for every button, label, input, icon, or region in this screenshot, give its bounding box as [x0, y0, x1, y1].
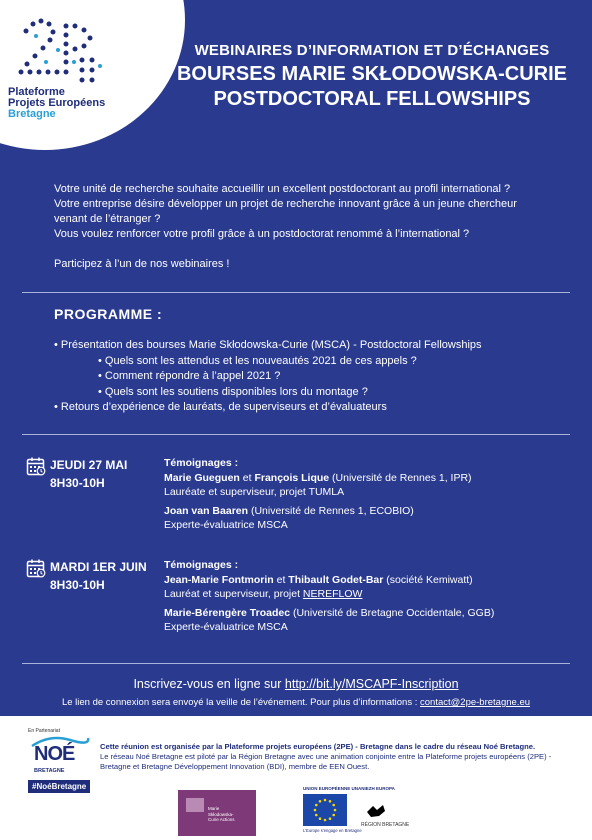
- intro-call: Participez à l’un de nos webinaires !: [54, 258, 230, 270]
- conjunction: et: [273, 573, 289, 586]
- intro-text: [54, 182, 534, 272]
- hashtag-badge: #NoéBretagne: [28, 780, 90, 793]
- testimony-heading: Témoignages :: [164, 457, 239, 469]
- header-subtitle: WEBINAIRES D’INFORMATION ET D’ÉCHANGES: [194, 42, 550, 59]
- connection-note: [0, 697, 592, 708]
- logo-line-1: Plateforme: [8, 86, 65, 98]
- calendar-icon: [26, 558, 46, 578]
- partner-label: En Partenariat: [28, 728, 60, 734]
- programme-subitem: • Quels sont les soutiens disponibles lors du montage ?: [98, 385, 368, 398]
- event-date: MARDI 1ER JUIN: [50, 560, 147, 574]
- intro-question-2: Votre entreprise désire développer un projet de recherche innovant grâce à un jeune chercheur venant de l’étranger ?: [54, 198, 517, 225]
- speaker-affiliation: (société Kemiwatt): [383, 573, 473, 586]
- event-time: 8H30-10H: [50, 476, 105, 490]
- programme-item: • Présentation des bourses Marie Skłodowska-Curie (MSCA) - Postdoctoral Fellowships: [54, 339, 482, 351]
- speaker-role: Lauréate et superviseur, projet TUMLA: [164, 486, 345, 498]
- contact-email-link[interactable]: contact@2pe-bretagne.eu: [420, 697, 531, 708]
- footer-text: [100, 742, 560, 772]
- calendar-icon: [26, 456, 46, 476]
- speaker-name: Marie-Bérengère Troadec: [164, 606, 291, 619]
- speaker-role: Experte-évaluatrice MSCA: [164, 621, 288, 633]
- event-1: [26, 456, 566, 546]
- event-details: [164, 558, 564, 635]
- noe-swoosh-icon: [30, 734, 90, 748]
- speaker-name: Thibault Godet-Bar: [288, 573, 384, 586]
- speaker-name: Marie Gueguen: [164, 471, 240, 484]
- footer-body-text: Le réseau Noé Bretagne est piloté par la Région Bretagne avec une animation conjointe entre la Plateforme projets européens (2PE) - Bretagne et Bretagne Développement Innovation (BDI), membre de EEN Ouest.: [100, 752, 552, 771]
- speaker-affiliation: (Université de Rennes 1, IPR): [329, 471, 472, 484]
- region-bretagne-icon: [365, 802, 387, 820]
- noe-logo-text: NOÉ: [34, 743, 75, 765]
- nereflow-link[interactable]: NEREFLOW: [302, 588, 363, 600]
- connection-note-text: Le lien de connexion sera envoyé la veille de l’événement. Pour plus d’informations :: [61, 697, 421, 708]
- footer: [0, 716, 592, 840]
- event-details: [164, 456, 564, 533]
- registration-text: Inscrivez-vous en ligne sur: [133, 677, 285, 691]
- event-date: JEUDI 27 MAI: [50, 458, 128, 472]
- page-header: [132, 42, 592, 111]
- msca-text-3: Curie Actions: [208, 817, 235, 822]
- header-title-2: POSTDOCTORAL FELLOWSHIPS: [213, 88, 531, 110]
- event-2: [26, 558, 566, 648]
- testimony-heading: Témoignages :: [164, 559, 239, 571]
- msca-emblem-icon: [186, 798, 204, 812]
- eu-motto: L’Europe s’engage en Bretagne: [303, 828, 362, 833]
- logo-line-3: Bretagne: [8, 108, 56, 120]
- logo-line-2: Projets Européens: [8, 97, 106, 109]
- footer-bold-text: Cette réunion est organisée par la Plateforme projets européens (2PE) - Bretagne dans le cadre du réseau Noé Bretagne.: [100, 742, 536, 751]
- registration-link[interactable]: http://bit.ly/MSCAPF-Inscription: [284, 677, 459, 691]
- programme-subitem: • Comment répondre à l’appel 2021 ?: [98, 370, 281, 382]
- intro-question-3: Vous voulez renforcer votre profil grâce à un postdoctorat renommé à l’international ?: [54, 228, 470, 240]
- programme-list: [54, 338, 554, 416]
- divider: [22, 292, 570, 293]
- eu-flag-icon: [303, 794, 347, 826]
- header-title: BOURSES MARIE SKŁODOWSKA-CURIE: [176, 63, 567, 85]
- intro-question-1: Votre unité de recherche souhaite accueillir un excellent postdoctorant au profil international ?: [54, 183, 511, 195]
- speaker-name: Jean-Marie Fontmorin: [164, 573, 274, 586]
- divider: [22, 663, 570, 664]
- event-time: 8H30-10H: [50, 578, 105, 592]
- region-label: RÉGION BRETAGNE: [361, 822, 410, 828]
- msca-text-2: Skłodowska-: [208, 811, 234, 817]
- divider: [22, 434, 570, 435]
- eu-label: UNION EUROPÉENNE UNANIEZH EUROPA: [303, 786, 395, 791]
- programme-subitem: • Quels sont les attendus et les nouveautés 2021 de ces appels ?: [98, 354, 417, 367]
- registration-line: [0, 677, 592, 691]
- conjunction: et: [239, 471, 255, 484]
- speaker-name: François Lique: [254, 471, 330, 484]
- speaker-name: Joan van Baaren: [164, 504, 249, 517]
- speaker-role: Lauréat et superviseur, projet: [164, 588, 303, 600]
- msca-text-1: Marie: [208, 806, 220, 811]
- speaker-role: Experte-évaluatrice MSCA: [164, 519, 288, 531]
- noe-logo-sub: BRETAGNE: [34, 768, 65, 774]
- msca-logo-text: [208, 806, 235, 823]
- speaker-affiliation: (Université de Bretagne Occidentale, GGB): [290, 606, 495, 619]
- speaker-affiliation: (Université de Rennes 1, ECOBIO): [248, 504, 414, 517]
- 2pe-logo-text: [8, 87, 105, 120]
- programme-title: PROGRAMME :: [54, 306, 163, 322]
- msca-logo: [178, 790, 256, 836]
- programme-item: • Retours d’expérience de lauréats, de superviseurs et d’évaluateurs: [54, 401, 387, 413]
